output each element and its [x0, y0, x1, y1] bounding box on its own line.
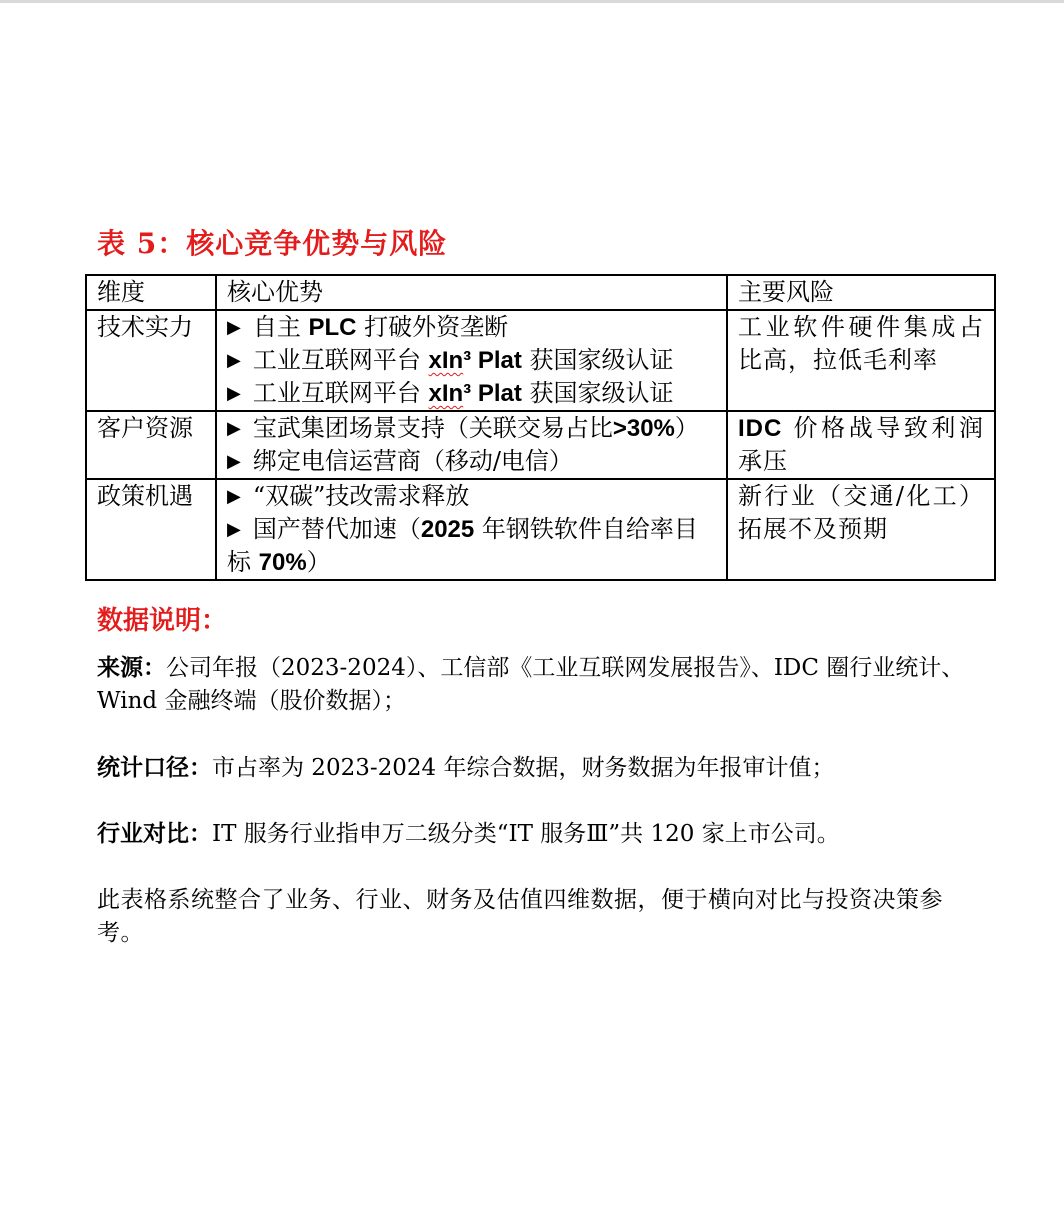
note-industry-text: IT 服务行业指申万二级分类“IT 服务Ⅲ”共 120 家上市公司。 — [212, 821, 840, 847]
right-triangle-bullet-icon: ▶ — [227, 350, 241, 371]
right-triangle-bullet-icon: ▶ — [227, 486, 241, 507]
risk-cell — [727, 411, 995, 479]
risk-text: IDC 价格战导致利润承压 — [738, 414, 984, 475]
note-source-text: 公司年报（2023-2024）、工信部《工业互联网发展报告》、IDC 圈行业统计、Wind 金融终端（股价数据）； — [97, 655, 965, 714]
right-triangle-bullet-icon: ▶ — [227, 317, 241, 338]
note-source — [97, 651, 987, 718]
note-scope-label: 统计口径： — [97, 754, 212, 781]
risk-cell — [727, 479, 995, 580]
dimension-cell: 政策机遇 — [86, 479, 216, 580]
dimension-cell: 技术实力 — [86, 310, 216, 411]
advantage-item — [227, 311, 716, 344]
header-dimension: 维度 — [86, 275, 216, 310]
advantage-text: 工业互联网平台 xIn³ Plat 获国家级认证 — [252, 379, 674, 407]
table-header-row — [86, 275, 995, 310]
advantages-cell — [216, 479, 727, 580]
notes-heading: 数据说明： — [97, 606, 228, 636]
header-risks: 主要风险 — [727, 275, 995, 310]
advantage-text: 自主 PLC 打破外资垄断 — [252, 313, 509, 341]
advantages-cell — [216, 411, 727, 479]
advantage-text: 工业互联网平台 xIn³ Plat 获国家级认证 — [252, 346, 674, 374]
advantage-text: “双碳”技改需求释放 — [252, 482, 470, 510]
right-triangle-bullet-icon: ▶ — [227, 451, 241, 472]
note-scope-text: 市占率为 2023-2024 年综合数据，财务数据为年报审计值； — [212, 755, 835, 781]
right-triangle-bullet-icon: ▶ — [227, 418, 241, 439]
risk-text: 工业软件硬件集成占比高，拉低毛利率 — [738, 313, 984, 374]
advantage-item — [227, 513, 716, 579]
advantage-item — [227, 344, 716, 377]
advantages-cell — [216, 310, 727, 411]
note-summary: 此表格系统整合了业务、行业、财务及估值四维数据，便于横向对比与投资决策参考。 — [97, 887, 943, 946]
advantage-risk-table — [85, 274, 996, 581]
table-row — [86, 310, 995, 411]
risk-cell — [727, 310, 995, 411]
dimension-cell: 客户资源 — [86, 411, 216, 479]
risk-text: 新行业（交通/化工）拓展不及预期 — [738, 482, 984, 543]
note-industry — [97, 817, 987, 851]
advantage-item — [227, 377, 716, 410]
advantage-text: 宝武集团场景支持（关联交易占比>30%） — [252, 414, 699, 442]
advantage-text: 绑定电信运营商（移动/电信） — [252, 447, 573, 475]
header-advantages: 核心优势 — [216, 275, 727, 310]
advantage-item — [227, 412, 716, 445]
note-scope — [97, 751, 987, 785]
advantage-item — [227, 445, 716, 478]
right-triangle-bullet-icon: ▶ — [227, 383, 241, 404]
table-row — [86, 411, 995, 479]
advantage-item — [227, 480, 716, 513]
table-title: 表 5：核心竞争优势与风险 — [97, 227, 448, 260]
table-row — [86, 479, 995, 580]
note-industry-label: 行业对比： — [97, 820, 212, 847]
note-source-label: 来源： — [97, 654, 166, 681]
right-triangle-bullet-icon: ▶ — [227, 519, 241, 540]
advantage-text: 国产替代加速（2025 年钢铁软件自给率目标 70%） — [227, 515, 698, 576]
